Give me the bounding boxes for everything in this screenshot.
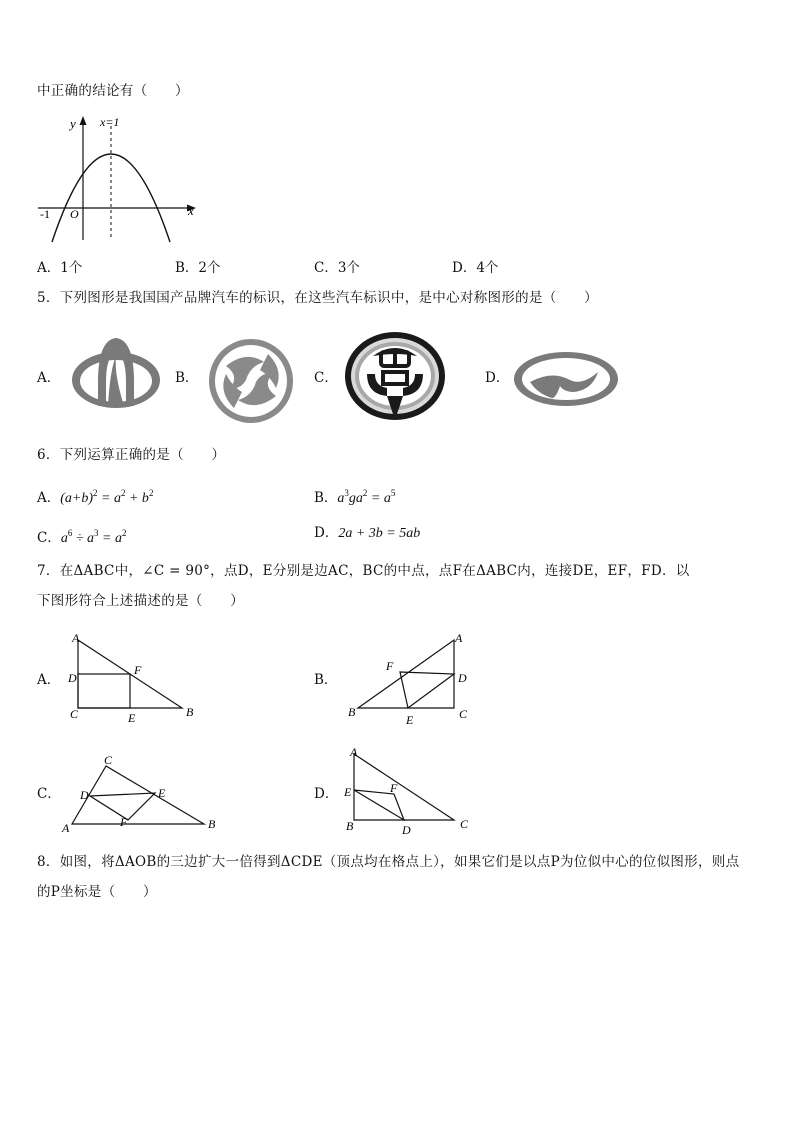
fig-b-label-b: B — [348, 705, 356, 719]
q6-option-a-letter: A． — [37, 490, 61, 506]
fig-d-label-c: C — [460, 817, 469, 831]
fig-b-label-f: F — [386, 659, 394, 673]
fig-c-label-f: F — [120, 815, 128, 829]
q4-option-a: A．1个 — [37, 260, 83, 276]
q7-stem-line1: 7．在ΔABC中，∠C = 90°，点D，E分别是边AC，BC的中点，点F在ΔABC内，连接DE，EF，FD．以 — [37, 563, 690, 579]
q4-option-c: C．3个 — [314, 260, 360, 276]
y-axis-arrow-icon — [80, 116, 87, 125]
symmetry-line-label: x=1 — [100, 115, 120, 129]
origin-label: O — [70, 207, 79, 221]
swirl-circle-logo-icon — [206, 336, 296, 426]
neg-one-label: -1 — [40, 207, 50, 221]
q6-option-d-letter: D． — [314, 525, 339, 541]
q7-figure-b — [342, 630, 482, 726]
fig-d-label-d: D — [402, 823, 411, 837]
q5-letter-c: C． — [314, 370, 338, 386]
q4-option-b: B．2个 — [175, 260, 221, 276]
q6-option-c — [37, 524, 126, 548]
q8-stem-line1: 8．如图，将ΔAOB的三边扩大一倍得到ΔCDE（顶点均在格点上），如果它们是以点P为位似中心的位似图形，则点 — [37, 854, 740, 870]
q5-letter-a: A． — [37, 370, 61, 386]
q8-stem-line2: 的P坐标是（ ） — [37, 884, 157, 900]
q7-figure-a — [62, 630, 202, 726]
q6-stem: 6．下列运算正确的是（ ） — [37, 447, 226, 463]
q6-option-b — [314, 484, 395, 508]
q6-option-c-letter: C． — [37, 530, 61, 546]
fig-b-label-e: E — [406, 713, 414, 726]
fig-a-label-c: C — [70, 707, 79, 721]
q5-letter-b: B． — [175, 370, 199, 386]
fig-a-label-d: D — [68, 671, 77, 685]
oval-wave-logo-icon — [512, 350, 620, 408]
fig-d-label-f: F — [390, 781, 398, 795]
fig-a-label-b: B — [186, 705, 194, 719]
q7-figure-d — [340, 742, 480, 840]
emblem-circle-logo-icon — [343, 330, 447, 422]
q5-letter-d: D． — [485, 370, 510, 386]
y-axis-label: y — [70, 116, 76, 131]
q7-letter-c: C． — [37, 786, 61, 802]
q5-stem: 5．下列图形是我国国产品牌汽车的标识，在这些汽车标识中，是中心对称图形的是（ ） — [37, 290, 598, 306]
q7-letter-a: A． — [37, 672, 61, 688]
fig-b-label-a: A — [455, 631, 463, 645]
fig-c-label-c: C — [104, 753, 113, 767]
q6-option-b-letter: B． — [314, 490, 338, 506]
parabola-graph — [30, 110, 205, 250]
q7-letter-d: D． — [314, 786, 339, 802]
fig-b-label-c: C — [459, 707, 468, 721]
fig-a-label-e: E — [128, 711, 136, 725]
q4-option-d: D．4个 — [452, 260, 499, 276]
q6-option-c-expression: $a^6 \div a^3 = a^2$ — [60, 528, 127, 546]
arch-logo-icon — [68, 334, 164, 414]
q7-letter-b: B． — [314, 672, 338, 688]
q7-stem-line2: 下图形符合上述描述的是（ ） — [37, 593, 244, 609]
q6-option-a-expression: $(a+b)^2 = a^2 + b^2$ — [60, 488, 154, 506]
fig-d-label-b: B — [346, 819, 354, 833]
fig-c-label-a: A — [62, 821, 70, 835]
fig-a-label-f: F — [134, 663, 142, 677]
q6-option-b-expression: $a^3ga^2 = a^5$ — [337, 488, 396, 506]
q4-stem-tail: 中正确的结论有（ ） — [37, 83, 189, 99]
fig-c-label-e: E — [158, 786, 166, 800]
fig-b-label-d: D — [458, 671, 467, 685]
fig-c-label-d: D — [80, 788, 89, 802]
q7-figure-c — [58, 750, 224, 836]
x-axis-label: x — [188, 203, 194, 218]
q6-option-d-expression: 2a + 3b = 5ab — [338, 526, 421, 541]
fig-d-label-e: E — [344, 785, 352, 799]
q6-option-a — [37, 484, 153, 508]
fig-d-label-a: A — [350, 745, 358, 759]
fig-a-label-a: A — [72, 631, 80, 645]
fig-c-label-b: B — [208, 817, 216, 831]
q6-option-d — [314, 524, 420, 543]
